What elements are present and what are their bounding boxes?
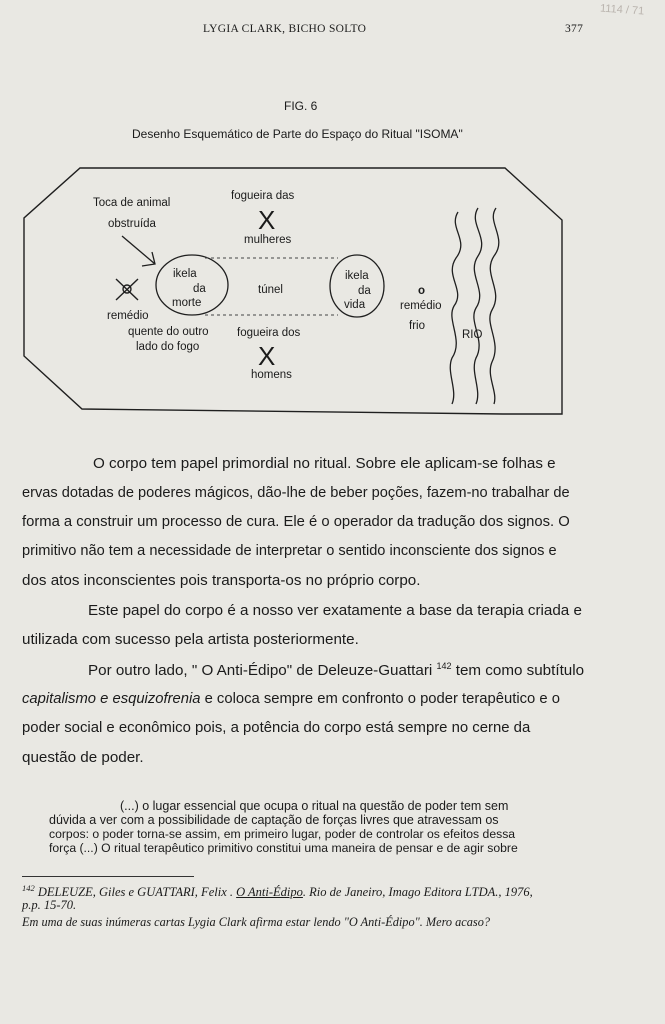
paragraph-3-line-2	[22, 691, 560, 707]
diagram-drawing	[0, 0, 665, 420]
label-remedio: remédio	[107, 310, 149, 322]
label-ikela-vida-1: ikela	[345, 270, 369, 282]
footnote-number: 142	[22, 883, 35, 893]
running-title: LYGIA CLARK, BICHO SOLTO	[203, 23, 367, 35]
label-lado-fogo: lado do fogo	[136, 341, 200, 353]
label-ikela-morte-3: morte	[172, 297, 202, 309]
paragraph-1-line-3: forma a construir um processo de cura. Ele é o operador da tradução dos signos. O	[22, 514, 570, 530]
figure-caption: Desenho Esquemático de Parte do Espaço do Ritual "ISOMA"	[132, 127, 463, 141]
subtitle-italic: capitalismo e esquizofrenia	[22, 691, 201, 707]
page-number: 377	[565, 23, 584, 35]
footnote-book-title: O Anti-Édipo	[236, 885, 303, 900]
label-fogueira-dos: fogueira dos	[237, 327, 301, 339]
arrow-shaft	[122, 236, 155, 264]
quote-line-4: força (...) O ritual terapêutico primitivo constitui uma maneira de pensar e de agir sobre	[49, 841, 518, 855]
footnote-line-1	[22, 883, 533, 900]
quote-line-3: corpos: o poder torna-se assim, em primeiro lugar, poder de controlar os efeitos dessa	[49, 827, 516, 841]
figure-label: FIG. 6	[284, 99, 318, 113]
footnote-line-2: p.p. 15-70.	[22, 898, 77, 912]
footnote-ref-142: 142	[436, 661, 452, 671]
paragraph-1-line-4: primitivo não tem a necessidade de interpretar o sentido inconsciente dos signos e	[22, 543, 557, 559]
footnote-publisher: . Rio de Janeiro, Imago Editora LTDA., 1976,	[302, 885, 533, 900]
label-quente: quente do outro	[128, 326, 209, 338]
footnote-authors: DELEUZE, Giles e GUATTARI, Felix .	[34, 885, 237, 900]
label-fogueira-das: fogueira das	[231, 190, 295, 202]
remedio-x-mark	[116, 279, 138, 300]
paragraph-1-line-1: O corpo tem papel primordial no ritual. Sobre ele aplicam-se folhas e	[93, 455, 556, 472]
paragraph-3-line-2-rest: e coloca sempre em confronto o poder terapêutico e o	[200, 691, 560, 707]
label-obstruida: obstruída	[108, 218, 156, 230]
paragraph-3-line-1-text: Por outro lado, " O Anti-Édipo" de Deleuze-Guattari	[88, 662, 433, 680]
paragraph-3-line-1-text-b: tem como subtítulo	[455, 662, 585, 680]
fogueira-homens-x: X	[258, 341, 276, 371]
label-ikela-morte-1: ikela	[173, 268, 197, 280]
paragraph-2-line-1: Este papel do corpo é a nosso ver exatamente a base da terapia criada e	[88, 602, 582, 619]
label-ikela-vida-2: da	[358, 285, 371, 297]
label-toca-animal: Toca de animal	[93, 197, 171, 209]
pencil-note: 1114 / 71	[599, 2, 645, 18]
footnote-line-3: Em uma de suas inúmeras cartas Lygia Clark afirma estar lendo "O Anti-Édipo". Mero acaso?	[22, 915, 490, 929]
label-ikela-vida-3: vida	[344, 299, 366, 311]
label-remedio-frio: remédio	[400, 300, 442, 312]
label-mulheres: mulheres	[244, 234, 292, 246]
paragraph-1-line-2: ervas dotadas de poderes mágicos, dão-lhe de beber poções, fazem-no trabalhar de	[22, 485, 570, 501]
label-ikela-morte-2: da	[193, 283, 206, 295]
paragraph-3-line-1	[88, 661, 584, 679]
quote-line-2: dúvida a ver com a possibilidade de captação de forças livres que atravessam os	[49, 813, 499, 827]
footnote-divider	[22, 876, 194, 877]
ritual-diagram	[0, 0, 665, 420]
label-rio: RIO	[462, 329, 483, 341]
paragraph-3-line-4: questão de poder.	[22, 749, 144, 766]
paragraph-2-line-2: utilizada com sucesso pela artista posteriormente.	[22, 631, 359, 648]
label-o: o	[418, 285, 426, 297]
fogueira-mulheres-x: X	[258, 205, 276, 235]
label-tunel: túnel	[258, 284, 283, 296]
quote-line-1: (...) o lugar essencial que ocupa o ritual na questão de poder tem sem	[120, 799, 509, 813]
paragraph-3-line-3: poder social e econômico pois, a potência do corpo está sempre no cerne da	[22, 720, 531, 736]
paragraph-1-line-5: dos atos inconscientes pois transporta-os no próprio corpo.	[22, 572, 421, 589]
label-homens: homens	[251, 369, 292, 381]
river-lines	[450, 208, 499, 404]
label-frio: frio	[409, 320, 425, 332]
